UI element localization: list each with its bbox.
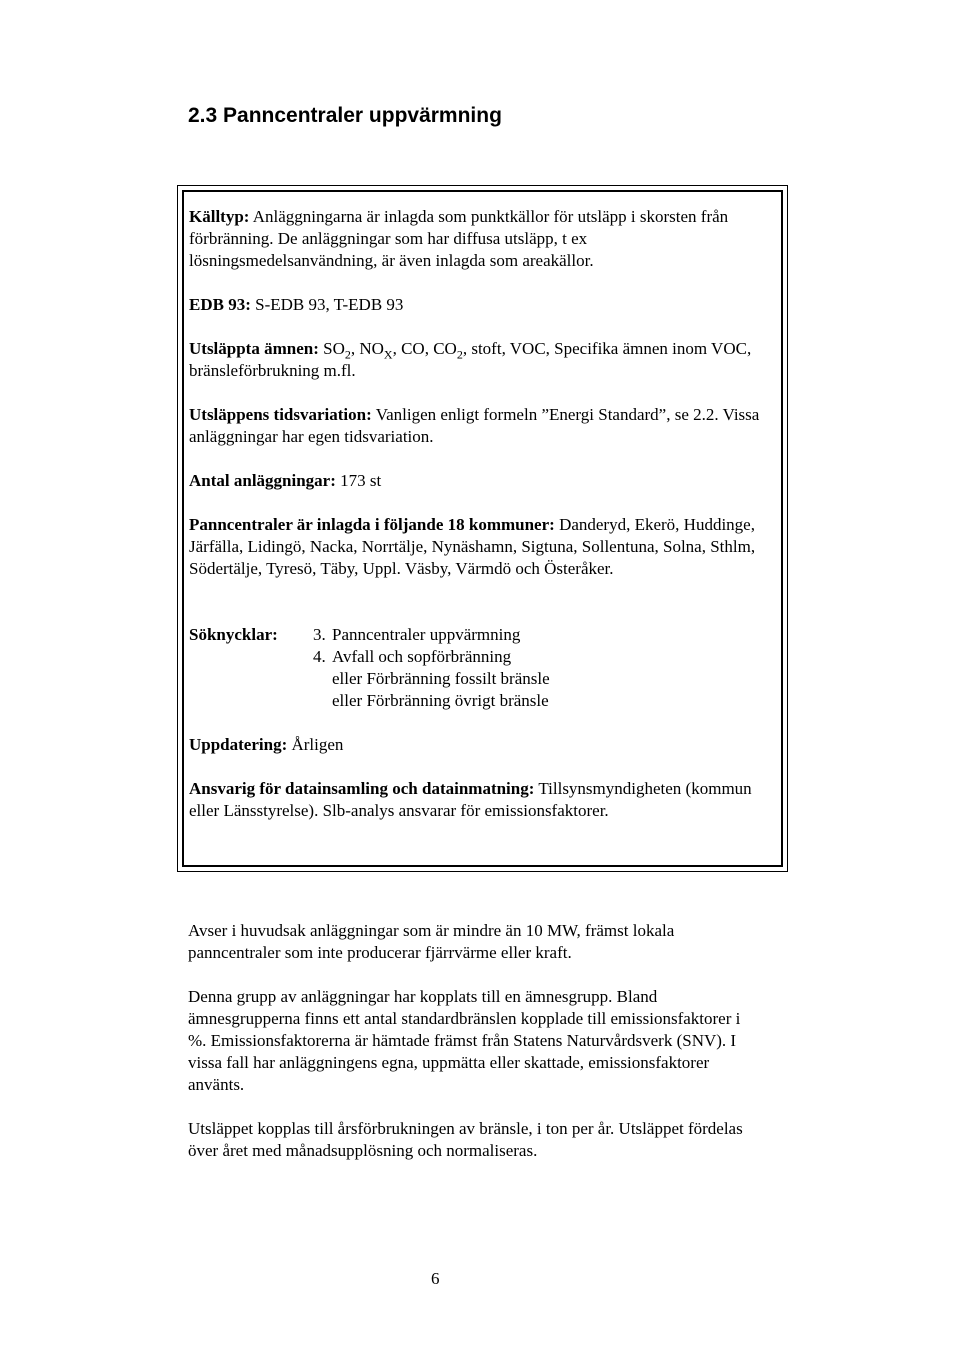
- responsibility-label: Ansvarig för datainsamling och datainmatning:: [189, 779, 535, 798]
- search-keys-block: [189, 624, 769, 712]
- edb-paragraph: [189, 294, 769, 316]
- time-variation-text: Vanligen enligt formeln ”Energi Standard”, se 2.2. Vissa anläggningar har egen tidsvariation.: [189, 405, 760, 446]
- substances-label: Utsläppta ämnen:: [189, 339, 319, 358]
- substances-sep-1: ,: [350, 339, 360, 358]
- substances-sep-2: , CO,: [392, 339, 434, 358]
- co2-text: CO: [433, 339, 457, 358]
- source-type-label: Källtyp:: [189, 207, 250, 226]
- count-label: Antal anläggningar:: [189, 471, 336, 490]
- responsibility-text: Tillsynsmyndigheten (kommun eller Länsstyrelse). Slb-analys ansvarar för emissionsfaktorer.: [189, 779, 752, 820]
- search-key-text: Panncentraler uppvärmning: [332, 625, 521, 644]
- search-key-item: [313, 624, 550, 646]
- page-number: 6: [431, 1269, 440, 1288]
- time-variation-label: Utsläppens tidsvariation:: [189, 405, 372, 424]
- responsibility-paragraph: [189, 778, 769, 822]
- section-heading: 2.3 Panncentraler uppvärmning: [188, 104, 502, 127]
- body-paragraph: Denna grupp av anläggningar har kopplats till en ämnesgrupp. Bland ämnesgrupperna finns ett antal standardbränslen kopplade till emissionsfaktorer i %. Emissionsfaktorerna är hämtade främst från Statens Naturvårdsverk (SNV). I vissa fall har anläggningens egna, uppmätta eller skattade, emissionsfaktorer använts.: [188, 987, 741, 1094]
- update-text: Årligen: [291, 735, 344, 754]
- so2-text: SO: [323, 339, 345, 358]
- body-paragraph: Utsläppet kopplas till årsförbrukningen av bränsle, i ton per år. Utsläppet fördelas över året med månadsupplösning och normaliseras.: [188, 1119, 743, 1160]
- so2-subscript: 2: [344, 347, 351, 362]
- municipalities-label: Panncentraler är inlagda i följande 18 kommuner:: [189, 515, 555, 534]
- body-text: [188, 920, 758, 1184]
- substances-paragraph: [189, 338, 769, 382]
- municipalities-text: Danderyd, Ekerö, Huddinge, Järfälla, Lidingö, Nacka, Norrtälje, Nynäshamn, Sigtuna, Sollentuna, Solna, Sthlm, Södertälje, Tyresö, Täby, Uppl. Väsby, Värmdö och Österåker.: [189, 515, 756, 578]
- edb-text: S-EDB 93, T-EDB 93: [255, 295, 404, 314]
- search-key-text: Avfall och sopförbränning: [332, 647, 512, 666]
- co2-subscript: 2: [456, 347, 463, 362]
- search-key-alternative: eller Förbränning fossilt bränsle: [332, 669, 550, 688]
- search-key-number: 3.: [313, 625, 326, 644]
- update-paragraph: [189, 734, 769, 756]
- search-key-number: 4.: [313, 647, 326, 666]
- search-keys-label: Söknycklar:: [189, 625, 278, 644]
- count-paragraph: [189, 470, 769, 492]
- nox-subscript: X: [383, 347, 393, 362]
- search-key-alternative: eller Förbränning övrigt bränsle: [332, 691, 549, 710]
- substances-rest: , stoft, VOC, Specifika ämnen inom VOC, bränsleförbrukning m.fl.: [189, 339, 752, 380]
- time-variation-paragraph: [189, 404, 769, 448]
- search-key-item: [313, 646, 550, 668]
- source-type-paragraph: [189, 206, 769, 272]
- search-keys-list: [313, 624, 550, 712]
- update-label: Uppdatering:: [189, 735, 288, 754]
- nox-text: NO: [359, 339, 384, 358]
- info-box-content: [189, 206, 769, 822]
- source-type-text: Anläggningarna är inlagda som punktkällor för utsläpp i skorsten från förbränning. De anläggningar som har diffusa utsläpp, t ex lösningsmedelsanvändning, är även inlagda som areakällor.: [189, 207, 729, 270]
- edb-label: EDB 93:: [189, 295, 251, 314]
- body-paragraph: Avser i huvudsak anläggningar som är mindre än 10 MW, främst lokala panncentraler som inte producerar fjärrvärme eller kraft.: [188, 921, 675, 962]
- municipalities-paragraph: [189, 514, 769, 580]
- count-text: 173 st: [340, 471, 382, 490]
